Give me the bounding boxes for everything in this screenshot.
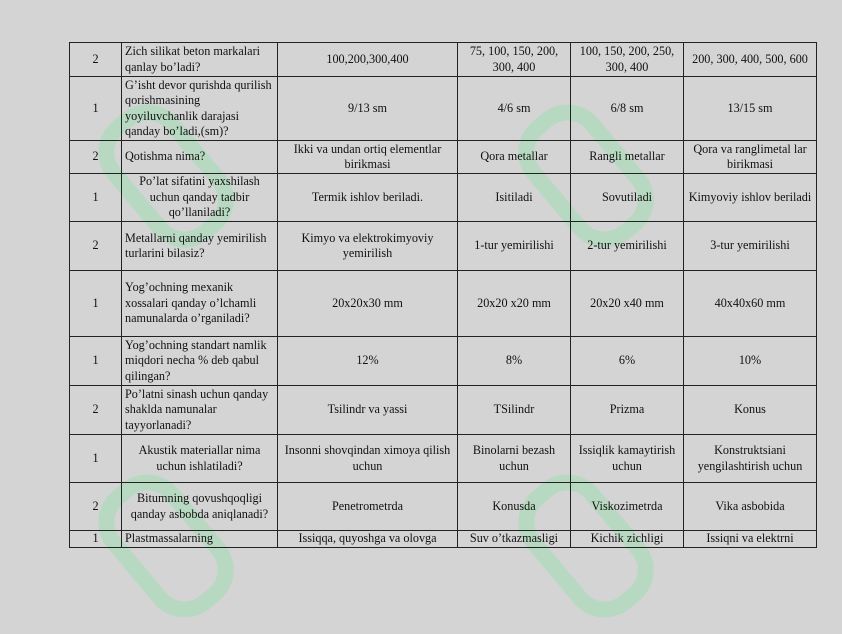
question-score: 1 <box>70 337 122 386</box>
distractor-answer: Konstruktsiani yengilashtirish uchun <box>684 435 817 483</box>
table-row <box>70 386 817 435</box>
question-text: Yog’ochning standart namlik miqdori necha % deb qabul qilingan? <box>122 337 278 386</box>
correct-answer: Kimyo va elektrokimyoviy yemirilish <box>278 222 458 271</box>
table-row <box>70 531 817 548</box>
distractor-answer: 10% <box>684 337 817 386</box>
distractor-answer: 4/6 sm <box>458 77 571 141</box>
table-row <box>70 43 817 77</box>
distractor-answer: 6/8 sm <box>571 77 684 141</box>
question-score: 2 <box>70 483 122 531</box>
distractor-answer: Konus <box>684 386 817 435</box>
table-row <box>70 77 817 141</box>
question-score: 1 <box>70 271 122 337</box>
question-score: 2 <box>70 222 122 271</box>
distractor-answer: 13/15 sm <box>684 77 817 141</box>
distractor-answer: TSilindr <box>458 386 571 435</box>
correct-answer: 100,200,300,400 <box>278 43 458 77</box>
distractor-answer: Issiqni va elektrni <box>684 531 817 548</box>
table-row <box>70 222 817 271</box>
distractor-answer: Kimyoviy ishlov beriladi <box>684 174 817 222</box>
question-score: 1 <box>70 77 122 141</box>
distractor-answer: 6% <box>571 337 684 386</box>
distractor-answer: Issiqlik kamaytirish uchun <box>571 435 684 483</box>
distractor-answer: Konusda <box>458 483 571 531</box>
correct-answer: 9/13 sm <box>278 77 458 141</box>
distractor-answer: 40x40x60 mm <box>684 271 817 337</box>
question-text: Yog’ochning mexanik xossalari qanday o’lchamli namunalarda o’rganiladi? <box>122 271 278 337</box>
distractor-answer: Qora va ranglimetal lar birikmasi <box>684 141 817 174</box>
distractor-answer: 200, 300, 400, 500, 600 <box>684 43 817 77</box>
table-row <box>70 271 817 337</box>
distractor-answer: Rangli metallar <box>571 141 684 174</box>
table-row <box>70 435 817 483</box>
distractor-answer: Suv o’tkazmasligi <box>458 531 571 548</box>
table-row <box>70 141 817 174</box>
distractor-answer: Viskozimetrda <box>571 483 684 531</box>
question-score: 1 <box>70 531 122 548</box>
question-text: Po’latni sinash uchun qanday shaklda namunalar tayyorlanadi? <box>122 386 278 435</box>
distractor-answer: 1-tur yemirilishi <box>458 222 571 271</box>
distractor-answer: 100, 150, 200, 250, 300, 400 <box>571 43 684 77</box>
test-questions-table <box>69 42 817 548</box>
correct-answer: Issiqqa, quyoshga va olovga <box>278 531 458 548</box>
distractor-answer: Qora metallar <box>458 141 571 174</box>
question-text: Metallarni qanday yemirilish turlarini bilasiz? <box>122 222 278 271</box>
distractor-answer: 8% <box>458 337 571 386</box>
distractor-answer: Vika asbobida <box>684 483 817 531</box>
question-text: Plastmassalarning <box>122 531 278 548</box>
correct-answer: Tsilindr va yassi <box>278 386 458 435</box>
table-row <box>70 337 817 386</box>
table-row <box>70 174 817 222</box>
distractor-answer: Kichik zichligi <box>571 531 684 548</box>
distractor-answer: Isitiladi <box>458 174 571 222</box>
distractor-answer: Sovutiladi <box>571 174 684 222</box>
distractor-answer: Prizma <box>571 386 684 435</box>
question-score: 2 <box>70 386 122 435</box>
question-text: Akustik materiallar nima uchun ishlatiladi? <box>122 435 278 483</box>
distractor-answer: 2-tur yemirilishi <box>571 222 684 271</box>
question-text: G’isht devor qurishda qurilish qorishmasining yoyiluvchanlik darajasi qanday bo’ladi,(sm)? <box>122 77 278 141</box>
question-text: Po’lat sifatini yaxshilash uchun qanday tadbir qo’llaniladi? <box>122 174 278 222</box>
correct-answer: Ikki va undan ortiq elementlar birikmasi <box>278 141 458 174</box>
correct-answer: 20x20x30 mm <box>278 271 458 337</box>
correct-answer: Penetrometrda <box>278 483 458 531</box>
table-row <box>70 483 817 531</box>
distractor-answer: Binolarni bezash uchun <box>458 435 571 483</box>
question-score: 2 <box>70 43 122 77</box>
question-text: Bitumning qovushqoqligi qanday asbobda aniqlanadi? <box>122 483 278 531</box>
question-score: 1 <box>70 435 122 483</box>
question-text: Zich silikat beton markalari qanlay bo’ladi? <box>122 43 278 77</box>
correct-answer: Insonni shovqindan ximoya qilish uchun <box>278 435 458 483</box>
question-score: 1 <box>70 174 122 222</box>
correct-answer: Termik ishlov beriladi. <box>278 174 458 222</box>
distractor-answer: 75, 100, 150, 200, 300, 400 <box>458 43 571 77</box>
question-score: 2 <box>70 141 122 174</box>
correct-answer: 12% <box>278 337 458 386</box>
distractor-answer: 20x20 x20 mm <box>458 271 571 337</box>
distractor-answer: 20x20 x40 mm <box>571 271 684 337</box>
distractor-answer: 3-tur yemirilishi <box>684 222 817 271</box>
question-text: Qotishma nima? <box>122 141 278 174</box>
